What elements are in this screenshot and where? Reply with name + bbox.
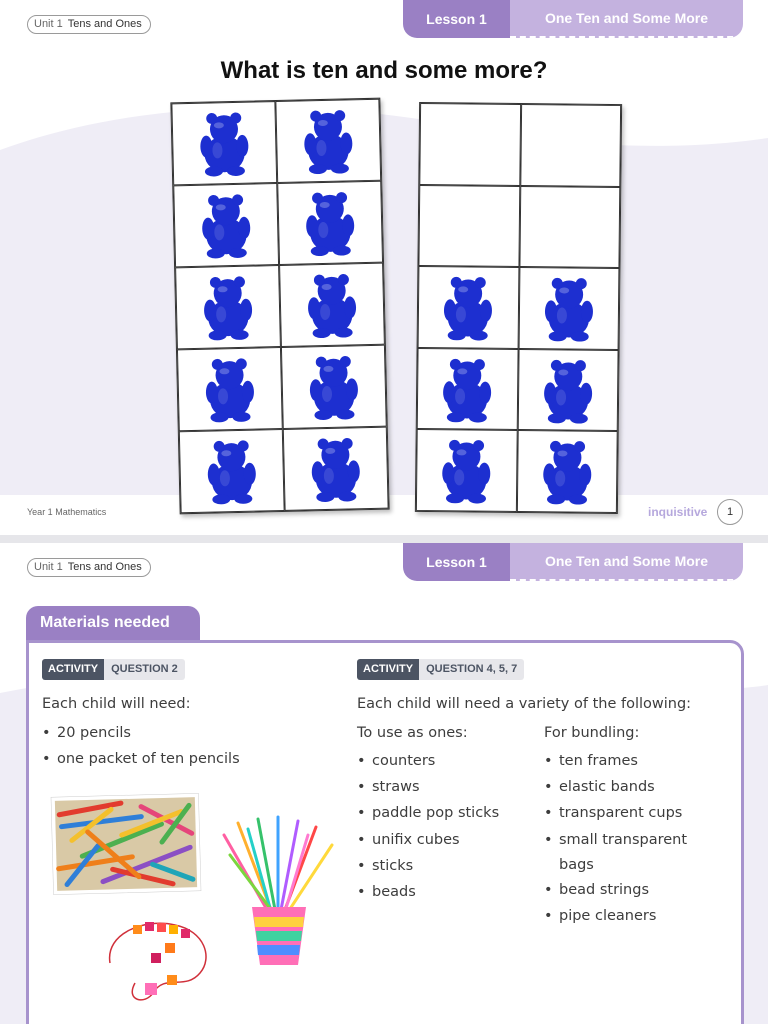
bear-counter-icon (439, 437, 494, 504)
ten-frame-cell (516, 430, 617, 513)
list-item (544, 827, 687, 877)
ten-frame-partial (415, 102, 622, 514)
footer-subject: Year 1 Mathematics (27, 507, 107, 517)
ten-frame-cell (518, 267, 619, 350)
ten-frame-cell (519, 186, 620, 269)
list-item: • ten frames (544, 748, 687, 774)
activity-badge-q457 (357, 659, 524, 680)
ten-frame-cell (417, 348, 518, 431)
ten-frame-cell (283, 427, 389, 511)
list-item: • counters (357, 748, 499, 774)
ten-frame-cell (173, 183, 279, 267)
bundling-list (544, 748, 687, 929)
materials-heading: Materials needed (26, 606, 200, 642)
ten-frame-cell (179, 429, 285, 513)
bear-counter-icon (198, 192, 253, 259)
list-item: • pipe cleaners (544, 903, 687, 929)
brand-logo: inquisitive (648, 505, 708, 519)
list-item: • paddle pop sticks (357, 800, 499, 826)
list-item: • beads (357, 879, 499, 905)
straws-cup-photo (218, 815, 338, 975)
ones-heading: To use as ones: (357, 725, 468, 741)
ones-list (357, 748, 499, 905)
activity1-intro: Each child will need: (42, 696, 191, 712)
bear-counter-icon (440, 356, 495, 423)
activity2-intro: Each child will need a variety of the following: (357, 696, 692, 712)
list-item-line: small transparent (559, 831, 688, 848)
bear-counter-icon (304, 271, 359, 338)
ten-frame-cell (279, 263, 385, 347)
ten-frame-cell (517, 349, 618, 432)
ten-frame-cell (171, 101, 277, 185)
ten-frame-cell (175, 265, 281, 349)
bear-counter-icon (541, 357, 596, 424)
question-label: QUESTION 4, 5, 7 (419, 659, 524, 680)
lesson-tab (403, 543, 743, 581)
lesson-tab (403, 0, 743, 38)
list-item-line: bags (559, 856, 594, 873)
bear-counter-icon (540, 438, 595, 505)
list-item: • transparent cups (544, 800, 687, 826)
pencils-photo (51, 793, 202, 895)
activity-label: ACTIVITY (42, 659, 104, 680)
ten-frame-cell (281, 345, 387, 429)
unit-number: Unit 1 (34, 18, 63, 30)
bear-counter-icon (204, 438, 259, 505)
list-item: • sticks (357, 853, 499, 879)
ten-frame-full (170, 98, 389, 515)
bear-counter-icon (197, 110, 252, 177)
bear-counter-icon (202, 356, 257, 423)
ten-frame-cell (275, 99, 381, 183)
bear-counter-icon (308, 435, 363, 502)
ten-frame-cell (277, 181, 383, 265)
unit-name: Tens and Ones (67, 561, 142, 573)
page-number: 1 (717, 499, 743, 525)
bear-counter-icon (302, 189, 357, 256)
bundling-heading: For bundling: (544, 725, 640, 741)
worksheet-page-2 (0, 543, 768, 1024)
ten-frame-cell (418, 266, 519, 349)
lesson-number: Lesson 1 (403, 543, 510, 581)
list-item: • straws (357, 774, 499, 800)
lesson-title: One Ten and Some More (510, 0, 743, 38)
bear-counter-icon (200, 274, 255, 341)
list-item: • unifix cubes (357, 827, 499, 853)
list-item: • one packet of ten pencils (42, 746, 240, 772)
ten-frame-cell (177, 347, 283, 431)
bear-counter-icon (441, 274, 496, 341)
ten-frame-cell (418, 185, 519, 268)
activity-label: ACTIVITY (357, 659, 419, 680)
unit-pill (27, 558, 151, 577)
unit-name: Tens and Ones (67, 18, 142, 30)
ten-frame-cell (419, 103, 520, 186)
unit-pill (27, 15, 151, 34)
bear-counter-icon (306, 353, 361, 420)
list-item: • 20 pencils (42, 720, 240, 746)
question-label: QUESTION 2 (104, 659, 185, 680)
page-title: What is ten and some more? (220, 57, 548, 84)
activity-badge-q2 (42, 659, 185, 680)
beads-string-photo (105, 913, 215, 1008)
ten-frame-cell (520, 104, 621, 187)
ten-frame-cell (416, 429, 517, 512)
bear-counter-icon (541, 275, 596, 342)
page-divider (0, 535, 768, 543)
list-item: • bead strings (544, 877, 687, 903)
activity1-list (42, 720, 240, 772)
list-item: • elastic bands (544, 774, 687, 800)
lesson-title: One Ten and Some More (510, 543, 743, 581)
unit-number: Unit 1 (34, 561, 63, 573)
lesson-number: Lesson 1 (403, 0, 510, 38)
bear-counter-icon (301, 107, 356, 174)
